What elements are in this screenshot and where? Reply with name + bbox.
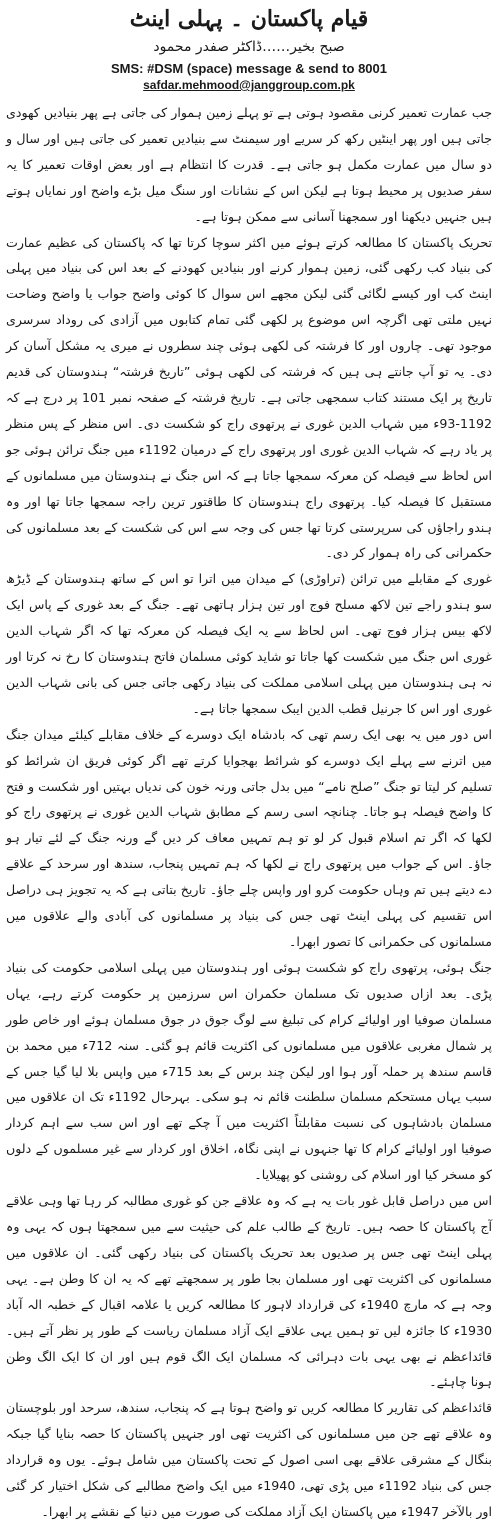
- article-paragraph: قائداعظم کی تقاریر کا مطالعہ کریں تو واضح ہوتا ہے کہ پنجاب، سندھ، سرحد اور بلوچستان وہ علاقے تھے جن میں مسلمانوں کی اکثریت تھی اور جنہیں پاکستان کا حصہ بنایا گیا جبکہ بنگال کے مشرقی علاقے بھی اسی اصول کے تحت پاکستان میں شامل ہوئے۔ یوں وہ قرارداد جس کی بنیاد 1192ء میں پڑی تھی، 1940ء میں ایک واضح مطالبے کی شکل اختیار کر گئی اور بالآخر 1947ء میں پاکستان ایک آزاد مملکت کی صورت میں دنیا کے نقشے پر ابھرا۔: [6, 1400, 492, 1519]
- article-paragraph: جب عمارت تعمیر کرنی مقصود ہوتی ہے تو پہلے زمین ہموار کی جاتی ہے پھر بنیادیں کھودی جاتی ہیں اور پھر اینٹیں رکھ کر سریے اور سیمنٹ سے بنیادیں تعمیر کی جاتی ہیں اور سال و دو سال میں عمارت مکمل ہو جاتی ہے۔ قدرت کا انتظام ہے اور بعض اوقات تعمیر کا یہ سفر صدیوں پر محیط ہوتا ہے لیکن اس کے نشانات اور سنگ میل بڑے واضح اور نمایاں ہوتے ہیں جنہیں دیکھنا اور سمجھنا آسانی سے ممکن ہوتا ہے۔: [6, 105, 492, 224]
- article-paragraph: تحریک پاکستان کا مطالعہ کرتے ہوئے میں اکثر سوچا کرتا تھا کہ پاکستان کی عظیم عمارت کی بنیاد کب رکھی گئی، زمین ہموار کرنے اور بنیادیں کھودنے کے بعد اس کی بنیاد میں پہلی اینٹ کب اور کیسے لگائی گئی لیکن مجھے اس سوال کا کوئی واضح جواب یا واضح وضاحت نہیں ملتی تھی اگرچہ اس موضوع پر لکھی گئی تمام کتابوں میں آزادی کی روداد سرسری موجود تھی۔ چاروں اور کا فرشتہ کی لکھی ہوئی چند سطروں نے میری یہ مشکل آسان کر دی۔ یہ تو آپ جانتے ہی ہیں کہ فرشتہ کی لکھی ہوئی ”تاریخ فرشتہ“ ہندوستان کی قدیم تاریخ پر ایک مستند کتاب سمجھی جاتی ہے۔ تاریخ فرشتہ کے صفحہ نمبر 101 پر درج ہے کہ 1192-93ء میں شہاب الدین غوری نے پرتھوی راج کو شکست دی۔ اس منظر کے پس منظر پر یاد رہے کہ شہاب الدین غوری اور پرتھوی راج کے درمیان 1192ء میں جنگ ترائن ہوئی جو اس لحاظ سے فیصلہ کن معرکہ سمجھا جاتا ہے کہ اس جنگ نے ہندوستان میں مسلمانوں کے مستقبل کا فیصلہ کیا۔ پرتھوی راج ہندوستان کا طاقتور ترین راجہ سمجھا جاتا تھا اور وہ ہندو راجاؤں کی سرپرستی کرتا تھا جس کی وجہ سے اس کی شکست کے بعد مسلمانوں کی حکمرانی کی راہ ہموار کر دی۔: [6, 234, 493, 561]
- article-paragraph: اس میں دراصل قابل غور بات یہ ہے کہ وہ علاقے جن کو غوری مطالبہ کر رہا تھا وہی علاقے آج پاکستان کا حصہ ہیں۔ تاریخ کے طالب علم کی حیثیت سے میں سمجھتا ہوں کہ یہی وہ پہلی اینٹ تھی جس پر صدیوں بعد تحریک پاکستان کی بنیاد رکھی گئی۔ ان علاقوں میں مسلمانوں کی اکثریت تھی اور مسلمان بجا طور پر سمجھتے تھے کہ یہ ان کا وطن ہے۔ یہی وجہ ہے کہ مارچ 1940ء کی قرارداد لاہور کا مطالعہ کریں یا علامہ اقبال کے خطبہ الہ آباد 1930ء کا جائزہ لیں تو ہمیں یہی علاقے ایک آزاد مسلمان ریاست کے طور پر نظر آتے ہیں۔ قائداعظم نے بھی یہی بات دہرائی کہ مسلمان ایک الگ قوم ہیں اور ان کا ایک الگ وطن ہونا چاہئے۔: [6, 1193, 493, 1390]
- article-byline: صبح بخیر……ڈاکٹر صفدر محمود: [153, 39, 345, 55]
- author-email-link[interactable]: safdar.mehmood@janggroup.com.pk: [143, 78, 355, 92]
- article-body: [6, 100, 493, 1519]
- author-email[interactable]: [0, 77, 498, 93]
- article-paragraph: غوری کے مقابلے میں ترائن (تراوڑی) کے میدان میں اترا تو اس کے ساتھ ہندوستان کے ڈیڑھ سو ہندو راجے تین لاکھ مسلح فوج اور تین ہزار ہاتھی تھے۔ جنگ کے بعد غوری کے پاس ایک لاکھ بیس ہزار فوج تھی۔ اس لحاظ سے یہ ایک فیصلہ کن معرکہ تھا کہ اگر شہاب الدین غوری اس جنگ میں شکست کھا جاتا تو شاید کوئی مسلمان فاتح ہندوستان کا رخ نہ کرتا اور نہ ہی ہندوستان میں پہلی اسلامی مملکت کی بنیاد رکھی جاتی جس کی بانی شہاب الدین غوری اور اس کا جرنیل قطب الدین ایبک سمجھا جاتا ہے۔: [6, 571, 492, 716]
- sms-instructions: SMS: #DSM (space) message & send to 8001: [111, 61, 387, 76]
- article-paragraph: جنگ ہوئی، پرتھوی راج کو شکست ہوئی اور ہندوستان میں پہلی اسلامی حکومت کی بنیاد پڑی۔ بعد ازاں صدیوں تک مسلمان حکمران اس سرزمین پر حکومت کرتے رہے، یہاں مسلمان صوفیا اور اولیائے کرام کی تبلیغ سے لوگ جوق در جوق مسلمان ہوئے اور خاص طور پر شمال مغربی علاقوں میں مسلمانوں کی اکثریت قائم ہو گئی۔ سنہ 712ء میں محمد بن قاسم سندھ پر حملہ آور ہوا اور لیکن چند برس کے بعد 715ء میں واپس بلا لیا گیا جس کے سبب یہاں مستحکم مسلمان سلطنت قائم نہ ہو سکی۔ بہرحال 1192ء تک ان علاقوں میں مسلمان بادشاہوں کی نسبت مقابلتاً اکثریت میں آ چکے تھے اور اس سب سے اہم کردار صوفیا اور اولیائے کرام کا تھا جنہوں نے اپنی نگاہ، اخلاق اور کردار سے غیر مسلموں کے دلوں کو مسخر کیا اور اسلام کی روشنی کو پھیلایا۔: [6, 959, 492, 1183]
- article-title: قیام پاکستان ۔ پہلی اینٹ: [129, 6, 369, 32]
- article-header: [0, 4, 498, 93]
- article-paragraph: اس دور میں یہ بھی ایک رسم تھی کہ بادشاہ ایک دوسرے کے خلاف مقابلے کیلئے میدان جنگ میں اترنے سے پہلے ایک دوسرے کو شرائط بھجوایا کرتے تھے اگر کوئی فریق ان شرائط کو تسلیم کر لیتا تو جنگ ”صلح نامے“ میں بدل جاتی ورنہ خون کی ندیاں بہتیں اور شکست و فتح کا واضح فیصلہ ہو جاتا۔ چنانچہ اسی رسم کے مطابق شہاب الدین غوری نے پرتھوی راج کو لکھا کہ اگر تم اسلام قبول کر لو تو ہم تمہیں معاف کر دیں گے ورنہ جنگ کے لئے تیار ہو جاؤ۔ اس کے جواب میں پرتھوی راج نے لکھا کہ ہم تمہیں پنجاب، سندھ اور سرحد کے علاقے دے دیتے ہیں تم وہاں حکومت کرو اور واپس چلے جاؤ۔ تاریخ بتاتی ہے کہ یہ تجویز ہی دراصل اس تقسیم کی پہلی اینٹ تھی جس کی بنیاد پر مسلمانوں کی آبادی والے علاقوں میں مسلمانوں کی حکمرانی کا تصور ابھرا۔: [6, 726, 492, 949]
